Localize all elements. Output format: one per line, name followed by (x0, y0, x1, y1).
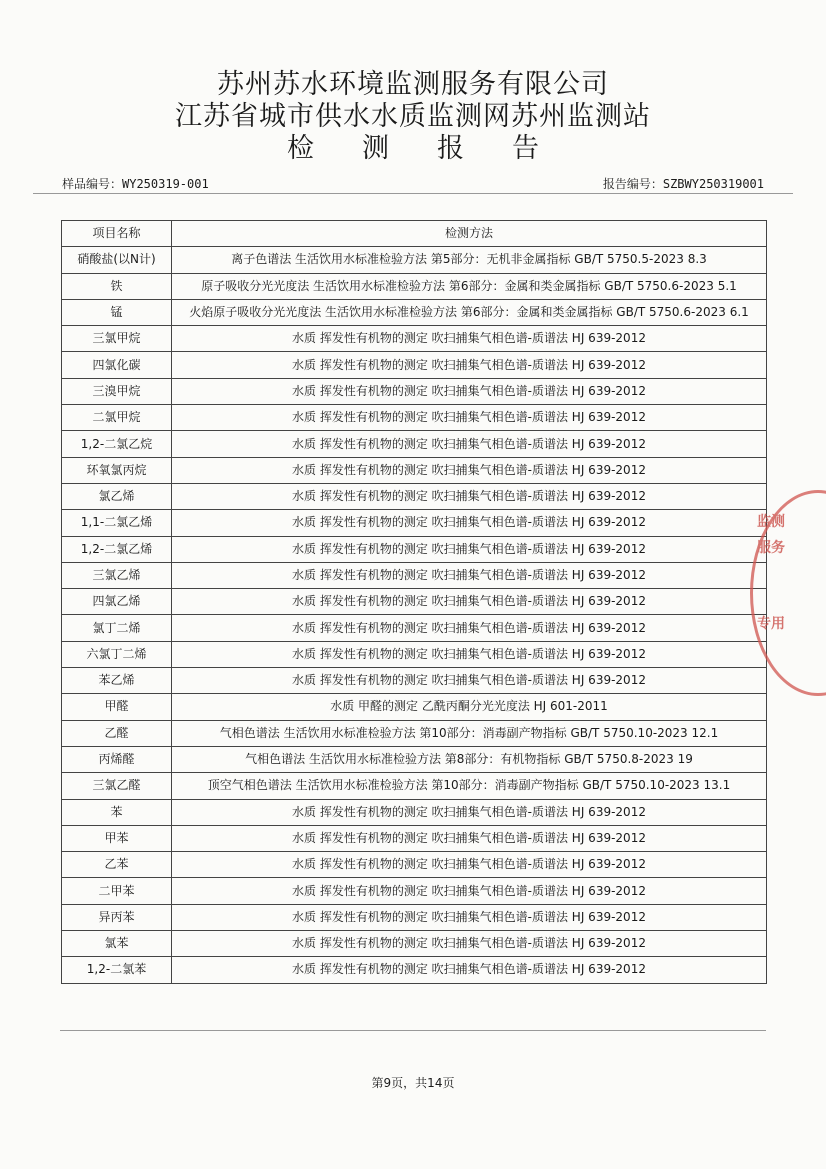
item-name-cell: 异丙苯 (62, 904, 172, 930)
item-name-cell: 氯丁二烯 (62, 615, 172, 641)
method-cell: 水质 挥发性有机物的测定 吹扫捕集气相色谱-质谱法 HJ 639-2012 (172, 825, 767, 851)
report-header (0, 70, 826, 164)
method-cell: 水质 挥发性有机物的测定 吹扫捕集气相色谱-质谱法 HJ 639-2012 (172, 562, 767, 588)
table-row (62, 825, 767, 851)
item-name-cell: 铁 (62, 273, 172, 299)
table-row (62, 720, 767, 746)
method-cell: 水质 挥发性有机物的测定 吹扫捕集气相色谱-质谱法 HJ 639-2012 (172, 878, 767, 904)
item-name-cell: 1,2-二氯乙烷 (62, 431, 172, 457)
item-name-cell: 乙苯 (62, 852, 172, 878)
item-name-cell: 1,1-二氯乙烯 (62, 510, 172, 536)
method-cell: 水质 挥发性有机物的测定 吹扫捕集气相色谱-质谱法 HJ 639-2012 (172, 641, 767, 667)
item-name-cell: 环氧氯丙烷 (62, 457, 172, 483)
table-row (62, 931, 767, 957)
item-name-cell: 甲醛 (62, 694, 172, 720)
table-row (62, 405, 767, 431)
table-row (62, 536, 767, 562)
item-name-cell: 锰 (62, 299, 172, 325)
table-row (62, 694, 767, 720)
method-cell: 水质 挥发性有机物的测定 吹扫捕集气相色谱-质谱法 HJ 639-2012 (172, 536, 767, 562)
item-name-cell: 四氯乙烯 (62, 589, 172, 615)
method-cell: 水质 挥发性有机物的测定 吹扫捕集气相色谱-质谱法 HJ 639-2012 (172, 615, 767, 641)
footer-divider (60, 1030, 766, 1031)
method-cell: 水质 挥发性有机物的测定 吹扫捕集气相色谱-质谱法 HJ 639-2012 (172, 352, 767, 378)
item-name-cell: 甲苯 (62, 825, 172, 851)
item-name-cell: 乙醛 (62, 720, 172, 746)
table-row (62, 483, 767, 509)
item-name-cell: 1,2-二氯乙烯 (62, 536, 172, 562)
table-row (62, 668, 767, 694)
item-name-cell: 四氯化碳 (62, 352, 172, 378)
table-row (62, 904, 767, 930)
method-cell: 火焰原子吸收分光光度法 生活饮用水标准检验方法 第6部分：金属和类金属指标 GB/T 5750.6-2023 6.1 (172, 299, 767, 325)
method-cell: 气相色谱法 生活饮用水标准检验方法 第10部分：消毒副产物指标 GB/T 5750.10-2023 12.1 (172, 720, 767, 746)
table-row (62, 878, 767, 904)
methods-table (61, 220, 767, 984)
company-name-secondary: 江苏省城市供水水质监测网苏州监测站 (175, 101, 651, 132)
item-name-cell: 苯 (62, 799, 172, 825)
item-name-cell: 三氯甲烷 (62, 326, 172, 352)
table-row (62, 562, 767, 588)
table-body (62, 247, 767, 983)
table-row (62, 247, 767, 273)
method-cell: 原子吸收分光光度法 生活饮用水标准检验方法 第6部分：金属和类金属指标 GB/T 5750.6-2023 5.1 (172, 273, 767, 299)
stamp-text-2: 服务 (757, 540, 785, 556)
item-name-cell: 三氯乙醛 (62, 773, 172, 799)
item-name-cell: 三氯乙烯 (62, 562, 172, 588)
method-cell: 离子色谱法 生活饮用水标准检验方法 第5部分：无机非金属指标 GB/T 5750.5-2023 8.3 (172, 247, 767, 273)
table-row (62, 431, 767, 457)
stamp-text-3: 专用 (757, 616, 785, 632)
header-method: 检测方法 (172, 221, 767, 247)
method-cell: 水质 挥发性有机物的测定 吹扫捕集气相色谱-质谱法 HJ 639-2012 (172, 510, 767, 536)
method-cell: 水质 挥发性有机物的测定 吹扫捕集气相色谱-质谱法 HJ 639-2012 (172, 852, 767, 878)
table-row (62, 378, 767, 404)
item-name-cell: 六氯丁二烯 (62, 641, 172, 667)
item-name-cell: 苯乙烯 (62, 668, 172, 694)
method-cell: 水质 挥发性有机物的测定 吹扫捕集气相色谱-质谱法 HJ 639-2012 (172, 668, 767, 694)
method-cell: 水质 挥发性有机物的测定 吹扫捕集气相色谱-质谱法 HJ 639-2012 (172, 431, 767, 457)
table-row (62, 326, 767, 352)
item-name-cell: 丙烯醛 (62, 746, 172, 772)
method-cell: 水质 挥发性有机物的测定 吹扫捕集气相色谱-质谱法 HJ 639-2012 (172, 457, 767, 483)
method-cell: 水质 挥发性有机物的测定 吹扫捕集气相色谱-质谱法 HJ 639-2012 (172, 931, 767, 957)
method-cell: 水质 挥发性有机物的测定 吹扫捕集气相色谱-质谱法 HJ 639-2012 (172, 483, 767, 509)
method-cell: 顶空气相色谱法 生活饮用水标准检验方法 第10部分：消毒副产物指标 GB/T 5750.10-2023 13.1 (172, 773, 767, 799)
table-row (62, 352, 767, 378)
item-name-cell: 三溴甲烷 (62, 378, 172, 404)
item-name-cell: 氯苯 (62, 931, 172, 957)
method-cell: 气相色谱法 生活饮用水标准检验方法 第8部分：有机物指标 GB/T 5750.8-2023 19 (172, 746, 767, 772)
method-cell: 水质 挥发性有机物的测定 吹扫捕集气相色谱-质谱法 HJ 639-2012 (172, 904, 767, 930)
item-name-cell: 二甲苯 (62, 878, 172, 904)
method-cell: 水质 挥发性有机物的测定 吹扫捕集气相色谱-质谱法 HJ 639-2012 (172, 326, 767, 352)
company-name-primary: 苏州苏水环境监测服务有限公司 (217, 69, 609, 100)
method-cell: 水质 挥发性有机物的测定 吹扫捕集气相色谱-质谱法 HJ 639-2012 (172, 957, 767, 983)
header-item-name: 项目名称 (62, 221, 172, 247)
table-row (62, 957, 767, 983)
report-number: 报告编号：SZBWY250319001 (602, 177, 764, 191)
sample-number: 样品编号：WY250319-001 (62, 177, 209, 191)
method-cell: 水质 挥发性有机物的测定 吹扫捕集气相色谱-质谱法 HJ 639-2012 (172, 405, 767, 431)
item-name-cell: 硝酸盐(以N计) (62, 247, 172, 273)
table-row (62, 641, 767, 667)
item-name-cell: 二氯甲烷 (62, 405, 172, 431)
method-cell: 水质 挥发性有机物的测定 吹扫捕集气相色谱-质谱法 HJ 639-2012 (172, 589, 767, 615)
table-row (62, 510, 767, 536)
table-row (62, 457, 767, 483)
stamp-text-1: 监测 (757, 514, 785, 530)
report-title: 检测报告 (287, 133, 587, 164)
table-row (62, 299, 767, 325)
table-header-row (62, 221, 767, 247)
item-name-cell: 氯乙烯 (62, 483, 172, 509)
table-row (62, 773, 767, 799)
table-row (62, 746, 767, 772)
header-divider (33, 193, 793, 194)
table-row (62, 852, 767, 878)
table-row (62, 589, 767, 615)
method-cell: 水质 挥发性有机物的测定 吹扫捕集气相色谱-质谱法 HJ 639-2012 (172, 799, 767, 825)
method-cell: 水质 甲醛的测定 乙酰丙酮分光光度法 HJ 601-2011 (172, 694, 767, 720)
method-cell: 水质 挥发性有机物的测定 吹扫捕集气相色谱-质谱法 HJ 639-2012 (172, 378, 767, 404)
item-name-cell: 1,2-二氯苯 (62, 957, 172, 983)
table-row (62, 799, 767, 825)
table-row (62, 615, 767, 641)
page-number: 第9页，共14页 (371, 1076, 455, 1090)
table-row (62, 273, 767, 299)
